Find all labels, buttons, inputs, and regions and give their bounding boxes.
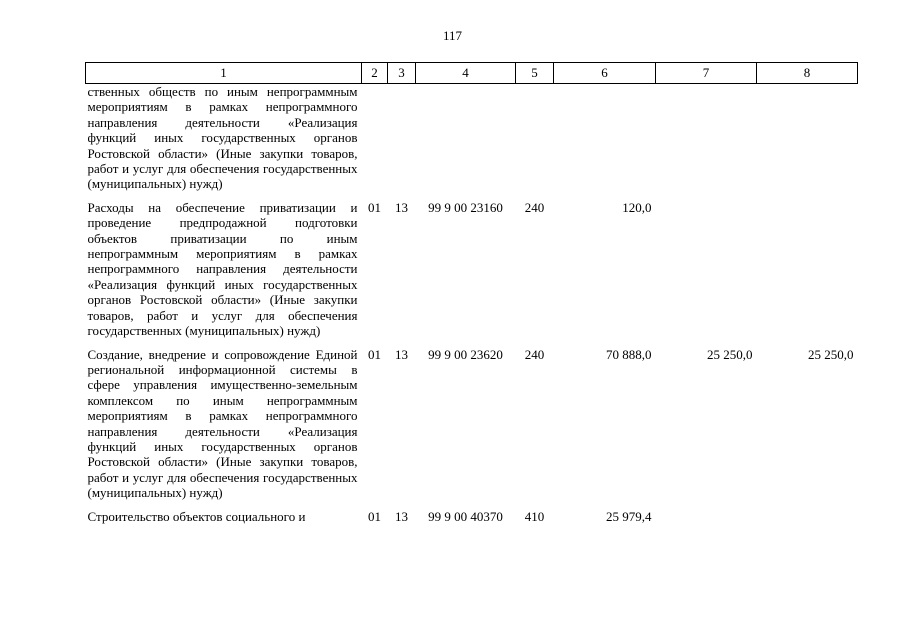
row-sum-2 (656, 192, 757, 339)
header-col-3: 3 (388, 63, 416, 84)
row-sum-3 (757, 84, 858, 192)
row-csr: 99 9 00 23160 (428, 199, 503, 215)
row-rz: 01 (368, 199, 381, 215)
row-vr (516, 84, 554, 192)
row-sum-1: 120,0 (622, 199, 652, 215)
row-csr: 99 9 00 40370 (428, 508, 503, 524)
row-name: ственных обществ по иным непрограммным мероприятиям в рамках непрограммного направления деятельности «Реализация функций иных государственных органов Ростовской области» (Иные закупки товаров, работ и услуг для обеспечения государственных (муниципальных) нужд) (87, 84, 358, 192)
header-col-5: 5 (516, 63, 554, 84)
table-body (86, 84, 858, 524)
page-number: 117 (442, 28, 463, 43)
header-col-2: 2 (362, 63, 388, 84)
header-col-7: 7 (656, 63, 757, 84)
row-pr: 13 (395, 199, 408, 215)
table-row (86, 192, 858, 339)
row-pr: 13 (395, 346, 408, 362)
row-pr: 13 (395, 508, 408, 524)
row-vr: 240 (524, 199, 545, 215)
table-header (86, 63, 858, 84)
row-name: Создание, внедрение и сопровождение Единой региональной информационной системы в сфере управления имущественно-земельным комплексом по иным непрограммным мероприятиям в рамках непрограммного направления деятельности «Реализация функций иных государственных органов Ростовской области» (Иные закупки товаров, работ и услуг для обеспечения государственных (муниципальных) нужд) (87, 346, 358, 501)
table-row (86, 339, 858, 501)
row-sum-3 (757, 501, 858, 524)
row-sum-1: 70 888,0 (606, 346, 652, 362)
header-col-8: 8 (757, 63, 858, 84)
table-row (86, 501, 858, 524)
row-sum-2 (656, 501, 757, 524)
table-row (86, 84, 858, 192)
row-sum-1: 25 979,4 (606, 508, 652, 524)
header-col-1: 1 (86, 63, 362, 84)
row-rz (362, 84, 388, 192)
header-col-4: 4 (416, 63, 516, 84)
row-vr: 240 (524, 346, 545, 362)
row-sum-1 (554, 84, 656, 192)
row-sum-3 (757, 192, 858, 339)
row-csr: 99 9 00 23620 (428, 346, 503, 362)
row-sum-3: 25 250,0 (808, 346, 854, 362)
row-rz: 01 (368, 346, 381, 362)
row-name: Расходы на обеспечение приватизации и проведение предпродажной подготовки объектов приватизации по иным непрограммным мероприятиям в рамках непрограммного направления деятельности «Реализация функций иных государственных органов Ростовской области» (Иные закупки товаров, работ и услуг для обеспечения государственных (муниципальных) нужд) (87, 199, 358, 339)
row-csr (416, 84, 516, 192)
row-name: Строительство объектов социального и (87, 508, 306, 524)
row-sum-2 (656, 84, 757, 192)
row-vr: 410 (524, 508, 545, 524)
row-rz: 01 (368, 508, 381, 524)
budget-table (85, 62, 858, 524)
row-pr (388, 84, 416, 192)
row-sum-2: 25 250,0 (707, 346, 753, 362)
header-col-6: 6 (554, 63, 656, 84)
